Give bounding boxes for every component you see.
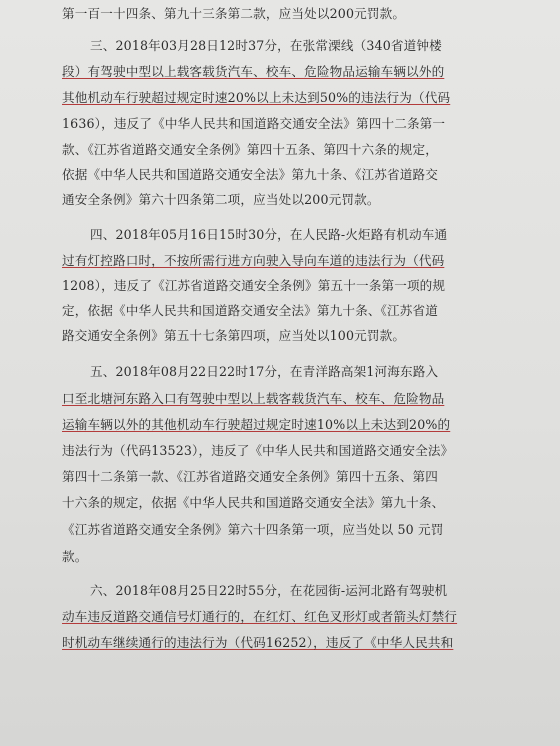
- text-line: 违法行为（代码13523），违反了《中华人民共和国道路交通安全法》: [62, 443, 454, 458]
- text-line: 其他机动车行驶超过规定时速20%以上未达到50%的违法行为（代码: [62, 90, 451, 105]
- text-line: 第四十二条第一款、《江苏省道路交通安全条例》第四十五条、第四: [62, 469, 439, 484]
- item-3-heading: 三、2018年03月28日12时37分，在张常溧线（340省道钟楼: [90, 38, 442, 53]
- text-line: 口至北塘河东路入口有驾驶中型以上载客载货汽车、校车、危险物品: [62, 391, 445, 406]
- text-line: 段）有驾驶中型以上载客载货汽车、校车、危险物品运输车辆以外的: [62, 64, 445, 79]
- item-5-heading: 五、2018年08月22日22时17分，在青洋路高架1河海东路入: [90, 364, 439, 379]
- text-line: 《江苏省道路交通安全条例》第六十四条第一项，应当处以 50 元罚: [62, 522, 444, 537]
- text-line: 路交通安全条例》第五十七条第四项，应当处以100元罚款。: [62, 328, 406, 343]
- text-line: 款、《江苏省道路交通安全条例》第四十五条、第四十六条的规定，: [62, 142, 439, 157]
- item-4-heading: 四、2018年05月16日15时30分，在人民路-火炬路有机动车通: [90, 227, 448, 242]
- text-line: 定，依据《中华人民共和国道路交通安全法》第九十条、《江苏省道: [62, 303, 439, 318]
- text-line: 第一百一十四条、第九十三条第二款，应当处以200元罚款。: [62, 6, 406, 21]
- text-line: 十六条的规定，依据《中华人民共和国道路交通安全法》第九十条、: [62, 495, 445, 510]
- item-6-heading: 六、2018年08月25日22时55分，在花园街-运河北路有驾驶机: [90, 583, 448, 598]
- text-line: 款。: [62, 549, 88, 564]
- text-line: 动车违反道路交通信号灯通行的，在红灯、红色叉形灯或者箭头灯禁行: [62, 609, 458, 624]
- text-line: 1208），违反了《江苏省道路交通安全条例》第五十一条第一项的规: [62, 278, 446, 293]
- text-line: 时机动车继续通行的违法行为（代码16252），违反了《中华人民共和: [62, 635, 454, 650]
- text-line: 通安全条例》第六十四条第二项，应当处以200元罚款。: [62, 192, 380, 207]
- text-line: 运输车辆以外的其他机动车行驶超过规定时速10%以上未达到20%的: [62, 417, 451, 432]
- text-line: 依据《中华人民共和国道路交通安全法》第九十条、《江苏省道路交: [62, 167, 439, 182]
- text-line: 1636），违反了《中华人民共和国道路交通安全法》第四十二条第一: [62, 116, 446, 131]
- text-line: 过有灯控路口时，不按所需行进方向驶入导向车道的违法行为（代码: [62, 253, 445, 268]
